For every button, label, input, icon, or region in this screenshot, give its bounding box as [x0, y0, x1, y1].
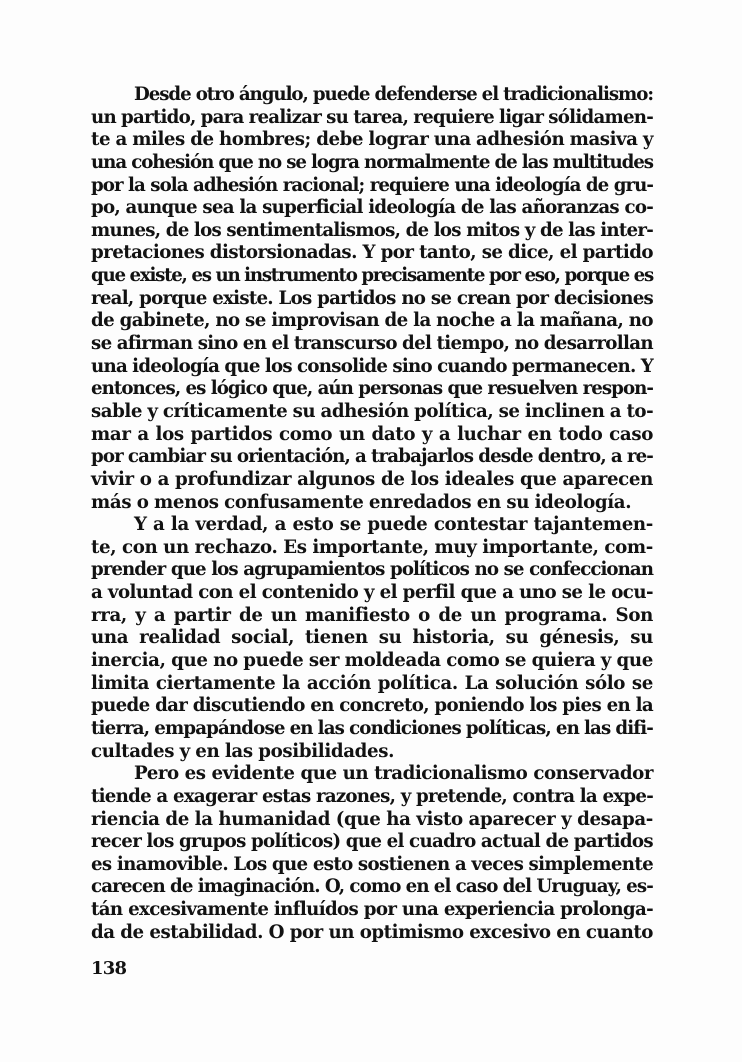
text-line: tiende a exagerar estas razones, y pretende, contra la expe- — [91, 785, 653, 807]
text-line: rra, y a partir de un manifiesto o de un programa. Son — [91, 604, 653, 626]
text-line: cultades y en las posibilidades. — [91, 740, 395, 762]
text-line: una realidad social, tienen su historia, su génesis, su — [91, 627, 653, 649]
paragraph-1 — [91, 84, 653, 514]
text-line: da de estabilidad. O por un optimismo excesivo en cuanto — [91, 921, 653, 943]
text-line: vivir o a profundizar algunos de los ideales que aparecen — [91, 468, 653, 490]
text-line: mar a los partidos como un dato y a luchar en todo caso — [91, 423, 653, 445]
text-line: po, aunque sea la superficial ideología de las añoranzas co- — [91, 197, 653, 219]
page-number: 138 — [91, 958, 127, 979]
text-line: es inamovible. Los que esto sostienen a veces simplemente — [91, 853, 653, 875]
text-line: limita ciertamente la acción política. La solución sólo se — [91, 672, 653, 694]
text-line: de gabinete, no se improvisan de la noche a la mañana, no — [91, 310, 653, 332]
body-text — [91, 84, 653, 944]
text-line: prender que los agrupamientos políticos no se confeccionan — [91, 559, 653, 581]
text-line: inercia, que no puede ser moldeada como se quiera y que — [91, 650, 653, 672]
text-line: Desde otro ángulo, puede defenderse el tradicionalismo: — [134, 84, 653, 105]
text-line: riencia de la humanidad (que ha visto aparecer y desapa- — [91, 808, 653, 830]
text-line: entonces, es lógico que, aún personas que resuelven respon- — [91, 378, 653, 400]
text-line: puede dar discutiendo en concreto, poniendo los pies en la — [91, 695, 653, 717]
text-line: munes, de los sentimentalismos, de los mitos y de las inter- — [91, 219, 653, 241]
text-line: por la sola adhesión racional; requiere una ideología de gru- — [91, 174, 653, 196]
text-line: carecen de imaginación. O, como en el caso del Uruguay, es- — [91, 876, 653, 898]
text-line: se afirman sino en el transcurso del tiempo, no desarrollan — [91, 333, 653, 355]
text-line: Pero es evidente que un tradicionalismo conservador — [134, 763, 653, 785]
text-line: real, porque existe. Los partidos no se crean por decisiones — [91, 287, 653, 309]
text-line: pretaciones distorsionadas. Y por tanto, se dice, el partido — [91, 242, 653, 264]
paragraph-3 — [91, 763, 653, 944]
text-line: una cohesión que no se logra normalmente de las multitudes — [91, 151, 653, 173]
text-line: una ideología que los consolide sino cuando permanecen. Y — [91, 355, 653, 377]
text-line: por cambiar su orientación, a trabajarlos desde dentro, a re- — [91, 446, 653, 468]
text-line: tán excesivamente influídos por una experiencia prolonga- — [91, 899, 653, 921]
text-line: que existe, es un instrumento precisamente por eso, porque es — [91, 265, 653, 287]
text-line: recer los grupos políticos) que el cuadro actual de partidos — [91, 831, 653, 853]
text-line: Y a la verdad, a esto se puede contestar tajantemen- — [134, 514, 653, 536]
text-line: tierra, empapándose en las condiciones políticas, en las difi- — [91, 717, 653, 739]
text-line: te, con un rechazo. Es importante, muy importante, com- — [91, 536, 653, 558]
text-line: te a miles de hombres; debe lograr una adhesión masiva y — [91, 129, 653, 151]
text-line: más o menos confusamente enredados en su ideología. — [91, 491, 632, 513]
text-line: a voluntad con el contenido y el perfil que a uno se le ocu- — [91, 582, 653, 604]
paragraph-2 — [91, 514, 653, 763]
text-line: sable y críticamente su adhesión política, se inclinen a to- — [91, 400, 654, 422]
text-line: un partido, para realizar su tarea, requiere ligar sólidamen- — [91, 106, 654, 128]
